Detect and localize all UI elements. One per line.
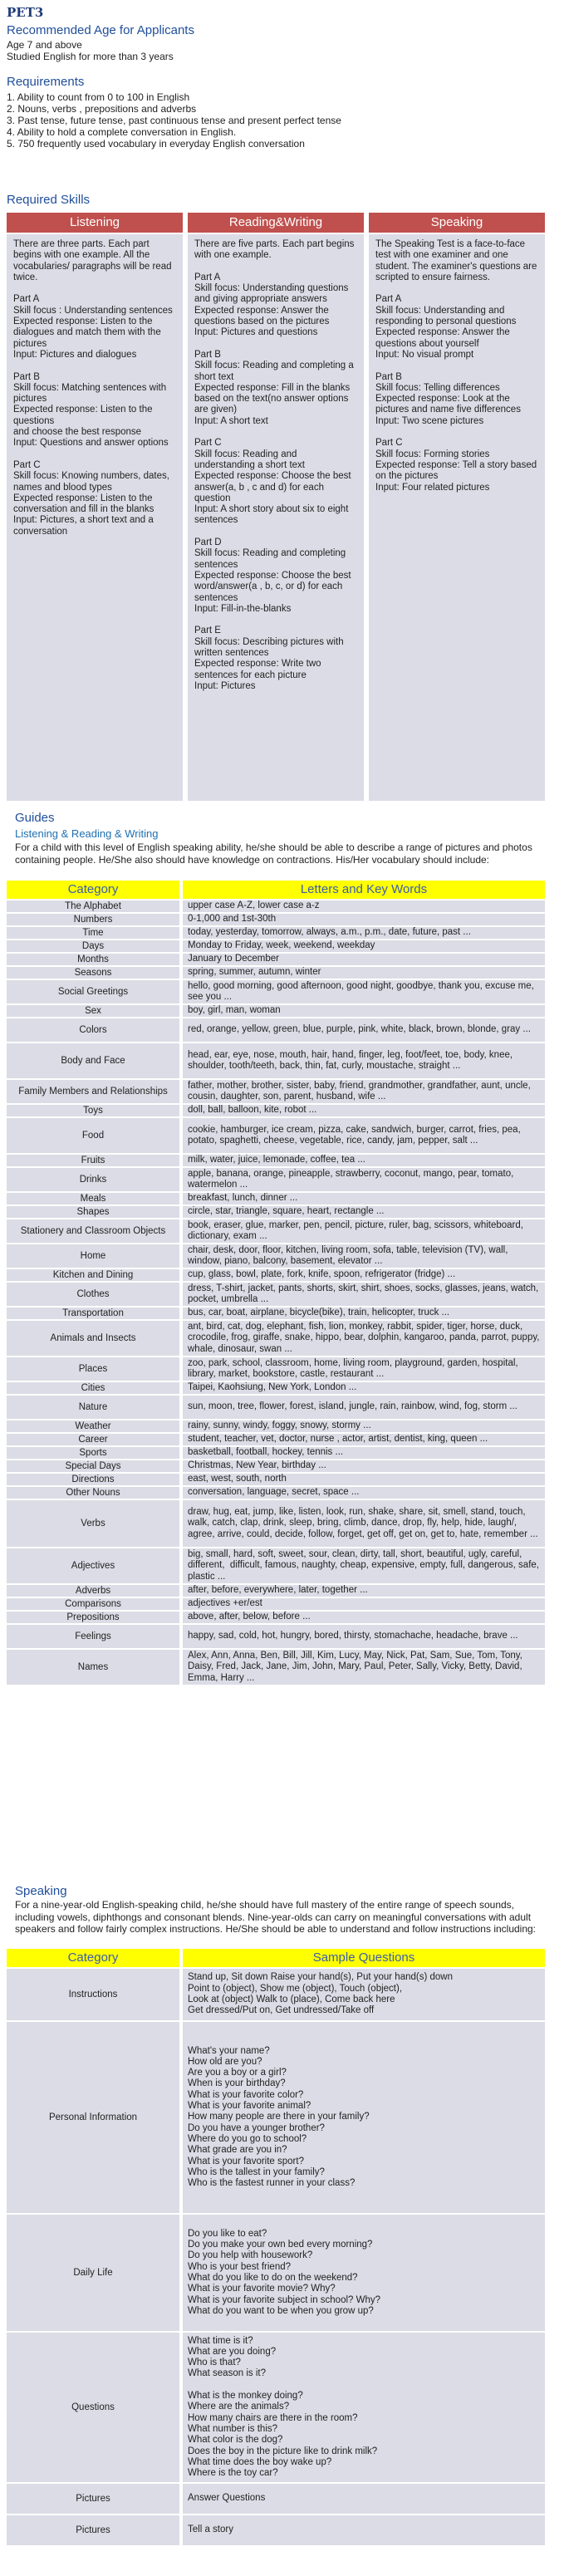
table-row [7,954,545,965]
row-value: What's your name? How old are you? Are you a boy or a girl? When is your birthday? What is your favorite color? What is your favorite animal? How many people are there in your family? Do you have a younger brother? Where do you go to school? What grade are you in? What is your favorite sport? Who is the tallest in your family? Who is the fastest runner in your class? [188,2045,370,2189]
skills-column-header: Reading&Writing [188,213,364,233]
row-category: Instructions [7,1969,179,2020]
table-row [7,1500,545,1547]
age-line: Age 7 and above [7,39,82,51]
row-category: Social Greetings [7,980,179,1003]
table-row [7,1625,545,1648]
row-value: Answer Questions [188,2493,266,2504]
table-row [7,1105,545,1116]
row-category: Names [7,1650,179,1685]
row-value-cell [183,1625,545,1648]
table-row [7,1474,545,1485]
row-value-cell [183,1043,545,1078]
row-value-cell [183,1474,545,1485]
row-value-cell [183,967,545,979]
table-row [7,1650,545,1685]
row-value: happy, sad, cold, hot, hungry, bored, thirsty, stomachache, headache, brave ... [188,1631,518,1641]
row-value: today, yesterday, tomorrow, always, a.m., p.m., date, future, past ... [188,927,471,938]
row-value: hello, good morning, good afternoon, good night, goodbye, thank you, excuse me, see you ... [188,980,537,1002]
row-value-cell [183,1612,545,1623]
row-category: Prepositions [7,1612,179,1623]
row-value-cell [183,1434,545,1445]
row-value-cell [183,927,545,939]
table-row [7,1598,545,1610]
row-category: Pictures [7,2515,179,2545]
row-value-cell [183,2215,545,2331]
table-row [7,940,545,952]
row-value-cell [183,2484,545,2514]
table-row [7,2333,545,2482]
row-value: breakfast, lunch, dinner ... [188,1193,298,1204]
requirement-item: 5. 750 frequently used vocabulary in everyday English conversation [7,138,305,150]
row-value: Do you like to eat? Do you make your own bed every morning? Do you help with housework? Who is your best friend? What do you like to do on the weekend? What is your favorite movie? Why? What is your favorite subject in school? Why? What do you want to be when you grow up? [188,2228,381,2316]
row-category: Personal Information [7,2022,179,2213]
table-row [7,1447,545,1459]
row-value: Alex, Ann, Anna, Ben, Bill, Jill, Kim, Lucy, May, Nick, Pat, Sam, Sue, Tom, Tony, Daisy, Fred, Jack, Jane, Jim, John, Mary, Paul, Peter, Sally, Vicky, Betty, David, Emma, Harry ... [188,1651,526,1683]
skills-column-reading-writing [188,213,364,802]
row-category: Stationery and Classroom Objects [7,1219,179,1243]
row-value: draw, hug, eat, jump, like, listen, look, run, shake, share, sit, smell, stand, touch, walk, catch, clap, drink, sleep, bring, climb, dance, drop, fly, help, hide, laugh/, agree, arrive, could, decide, follow, forget, get off, get on, get to, hate, remember ... [188,1507,538,1539]
row-value: circle, star, triangle, square, heart, rectangle ... [188,1206,385,1217]
row-value-cell [183,2515,545,2545]
row-category: Sports [7,1447,179,1459]
row-value-cell [183,1005,545,1017]
row-value-cell [183,1193,545,1205]
row-category: Months [7,954,179,965]
row-value-cell [183,1308,545,1319]
column-header-words: Letters and Key Words [183,881,545,899]
row-category: Nature [7,1396,179,1419]
row-category: Drinks [7,1168,179,1191]
row-value: cookie, hamburger, ice cream, pizza, cake, sandwich, burger, carrot, fries, pea, potato, spaghetti, cheese, vegetable, rice, candy, jam, pepper, salt ... [188,1124,523,1146]
row-category: Meals [7,1193,179,1205]
row-value: doll, ball, balloon, kite, robot ... [188,1105,317,1116]
age-heading: Recommended Age for Applicants [7,23,194,37]
row-category: Transportation [7,1308,179,1319]
vocabulary-table [7,881,545,1685]
row-value: red, orange, yellow, green, blue, purple, pink, white, black, brown, blonde, gray ... [188,1024,531,1035]
row-value: sun, moon, tree, flower, forest, island, jungle, rain, rainbow, wind, fog, storm ... [188,1401,517,1412]
column-header-category: Category [7,1949,179,1967]
table-row [7,1612,545,1623]
skills-text: There are five parts. Each part begins with one example. Part A Skill focus: Understanding questions and giving appropriate answers Expected response: Answer the questions based on the pictures Input: Pictures and questions Part B Skill focus: Reading and completing a short text Expected response: Fill in the blanks based on the text(no answer options are given) Input: A short text Part C Skill focus: Reading and understanding a short text Expected response: Choose the best answer(a, b , c and d) for each question Input: A short story about six to eight sentences Part D Skill focus: Reading and completing sentences Expected response: Choose the best word/answer(a , b, c, or d) for each sentences Input: Fill-in-the-blanks Part E Skill focus: Describing pictures with written sentences Expected response: Write two sentences for each picture Input: Pictures [194,239,355,691]
row-category: Toys [7,1105,179,1116]
row-value: conversation, language, secret, space ... [188,1487,360,1498]
table-row [7,1585,545,1597]
row-value: What time is it? What are you doing? Who is that? What season is it? What is the monkey doing? Where are the animals? How many chairs are there in the room? What number is this? What color is the dog? Does the boy in the picture like to drink milk? What time does the boy wake up? Where is the toy car? [188,2335,378,2479]
table-row [7,1460,545,1472]
requirement-item: 1. Ability to count from 0 to 100 in English [7,91,190,103]
skills-column-body [7,234,183,801]
page-title: PET3 [7,5,44,20]
row-category: Seasons [7,967,179,979]
row-category: Numbers [7,914,179,925]
row-value: rainy, sunny, windy, foggy, snowy, stormy ... [188,1420,371,1431]
row-value-cell [183,1969,545,2020]
table-row [7,1357,545,1381]
row-value-cell [183,1283,545,1306]
row-value-cell [183,1420,545,1432]
row-value-cell [183,954,545,965]
table-row [7,1321,545,1356]
skills-column-speaking [369,213,545,802]
row-value: bus, car, boat, airplane, bicycle(bike), train, helicopter, truck ... [188,1308,450,1318]
table-row [7,1206,545,1218]
row-value: head, ear, eye, nose, mouth, hair, hand, finger, leg, foot/feet, toe, body, knee, shoulder, tooth/teeth, back, thin, fat, curly, moustache, straight ... [188,1049,516,1071]
table-row [7,1244,545,1268]
table-header [7,1949,545,1967]
row-category: Comparisons [7,1598,179,1610]
row-value: milk, water, juice, lemonade, coffee, tea ... [188,1155,365,1165]
table-row [7,927,545,939]
row-value-cell [183,1269,545,1281]
row-value-cell [183,1080,545,1103]
row-value: ant, bird, cat, dog, elephant, fish, lion, monkey, rabbit, spider, tiger, horse, duck, crocodile, frog, giraffe, snake, hippo, bear, dolphin, kangaroo, panda, parrot, puppy, whale, dinosaur, swan ... [188,1322,542,1354]
skills-table [7,213,545,802]
row-category: Pictures [7,2484,179,2514]
column-header-questions: Sample Questions [183,1949,545,1967]
row-category: Family Members and Relationships [7,1080,179,1103]
row-value: big, small, hard, soft, sweet, sour, clean, dirty, tall, short, beautiful, ugly, careful, different, difficult, famous, naughty, cheap, expensive, empty, full, dangerous, safe, plastic ... [188,1549,542,1582]
row-category: Feelings [7,1625,179,1648]
row-category: Weather [7,1420,179,1432]
row-value-cell [183,1118,545,1153]
speaking-intro: For a nine-year-old English-speaking child, he/she should have full mastery of the entire range of speech sounds, including vowels, diphthongs and consonant blends. Nine-year-olds can carry on meaningful conversations with adult speakers and follow fairly complex instructions. He/She should be able to understand and follow instructions including: [15,1899,537,1935]
row-category: Home [7,1244,179,1268]
requirement-item: 2. Nouns, verbs , prepositions and adverbs [7,103,197,115]
row-value-cell [183,1155,545,1166]
row-category: Food [7,1118,179,1153]
row-category: Career [7,1434,179,1445]
skills-column-header: Speaking [369,213,545,233]
row-value: Taipei, Kaohsiung, New York, London ... [188,1382,357,1393]
row-category: The Alphabet [7,900,179,912]
row-value-cell [183,1598,545,1610]
row-value-cell [183,1460,545,1472]
row-value: Tell a story [188,2524,233,2535]
row-value-cell [183,1650,545,1685]
speaking-table [7,1949,545,2545]
table-row [7,1219,545,1243]
row-value-cell [183,980,545,1003]
table-row [7,1420,545,1432]
row-value: Stand up, Sit down Raise your hand(s), Put your hand(s) down Point to (object), Show me (object), Touch (object), Look at (object) Walk to (place), Come back here Get dressed/Put on, Get undressed/Take off [188,1972,453,2016]
table-row [7,1382,545,1394]
table-row [7,1269,545,1281]
guides-intro: For a child with this level of English speaking ability, he/she should be able to describe a range of pictures and photos containing people. He/She also should have knowledge on contractions. His/Her vocabulary should include: [15,841,532,866]
row-category: Adjectives [7,1548,179,1583]
row-value: upper case A-Z, lower case a-z [188,900,320,911]
row-value-cell [183,1168,545,1191]
row-value-cell [183,940,545,952]
row-value-cell [183,1382,545,1394]
age-line: Studied English for more than 3 years [7,51,174,62]
table-row [7,967,545,979]
guides-heading: Guides [15,811,55,825]
row-value: east, west, south, north [188,1474,287,1484]
row-value: father, mother, brother, sister, baby, friend, grandmother, grandfather, aunt, uncle, cousin, daughter, son, parent, husband, wife ... [188,1080,533,1102]
row-value: zoo, park, school, classroom, home, living room, playground, garden, hospital, library, market, bookstore, castle, restaurant ... [188,1357,521,1379]
row-category: Questions [7,2333,179,2482]
row-value: Monday to Friday, week, weekend, weekday [188,940,375,951]
row-category: Kitchen and Dining [7,1269,179,1281]
row-value: chair, desk, door, floor, kitchen, living room, sofa, table, television (TV), wall, window, piano, balcony, basement, elevator ... [188,1244,511,1266]
skills-column-header: Listening [7,213,183,233]
row-category: Adverbs [7,1585,179,1597]
row-value: boy, girl, man, woman [188,1005,281,1016]
table-row [7,1155,545,1166]
row-value: cup, glass, bowl, plate, fork, knife, spoon, refrigerator (fridge) ... [188,1269,456,1280]
table-row [7,2515,545,2545]
table-row [7,1283,545,1306]
row-value-cell [183,1447,545,1459]
row-value-cell [183,1018,545,1042]
table-row [7,980,545,1003]
row-value-cell [183,1548,545,1583]
row-category: Daily Life [7,2215,179,2331]
row-value: adjectives +er/est [188,1598,262,1609]
row-value-cell [183,2022,545,2213]
table-row [7,1018,545,1042]
row-category: Animals and Insects [7,1321,179,1356]
row-category: Special Days [7,1460,179,1472]
row-category: Fruits [7,1155,179,1166]
row-value: apple, banana, orange, pineapple, strawberry, coconut, mango, pear, tomato, watermelon ... [188,1168,517,1190]
row-value-cell [183,1219,545,1243]
row-value-cell [183,900,545,912]
row-value-cell [183,914,545,925]
speaking-heading: Speaking [15,1884,67,1898]
row-value: above, after, below, before ... [188,1612,311,1622]
row-category: Days [7,940,179,952]
row-value-cell [183,1244,545,1268]
skills-text: The Speaking Test is a face-to-face test with one examiner and one student. The examiner's questions are scripted to ensure fairness. Part A Skill focus: Understanding and responding to personal questions Expected response: Answer the questions about yourself Input: No visual prompt Part B Skill focus: Telling differences Expected response: Look at the pictures and name five differences Input: Two scene pictures Part C Skill focus: Forming stories Expected response: Tell a story based on the pictures Input: Four related pictures [375,239,537,493]
table-row [7,1969,545,2020]
row-value: after, before, everywhere, later, together ... [188,1585,368,1596]
row-value: 0-1,000 and 1st-30th [188,914,277,925]
row-value-cell [183,1487,545,1499]
row-category: Clothes [7,1283,179,1306]
table-row [7,2022,545,2213]
row-category: Verbs [7,1500,179,1547]
requirements-heading: Requirements [7,75,85,89]
table-row [7,900,545,912]
table-row [7,2484,545,2514]
row-value-cell [183,1105,545,1116]
row-category: Places [7,1357,179,1381]
row-value: book, eraser, glue, marker, pen, pencil, picture, ruler, bag, scissors, whiteboard, dictionary, exam ... [188,1219,527,1241]
row-value: January to December [188,954,279,964]
row-value: basketball, football, hockey, tennis ... [188,1447,344,1458]
row-category: Cities [7,1382,179,1394]
row-value: spring, summer, autumn, winter [188,967,321,978]
row-value: student, teacher, vet, doctor, nurse , actor, artist, dentist, king, queen ... [188,1434,488,1445]
table-row [7,1548,545,1583]
row-value: Christmas, New Year, birthday ... [188,1460,326,1471]
row-value: dress, T-shirt, jacket, pants, shorts, skirt, shirt, shoes, socks, glasses, jeans, watch, pocket, umbrella ... [188,1283,542,1304]
table-row [7,1487,545,1499]
row-value-cell [183,2333,545,2482]
row-value-cell [183,1396,545,1419]
row-value-cell [183,1321,545,1356]
skills-column-body [369,234,545,801]
row-value-cell [183,1357,545,1381]
row-category: Time [7,927,179,939]
table-row [7,1193,545,1205]
table-row [7,1005,545,1017]
requirement-item: 4. Ability to hold a complete conversation in English. [7,126,237,138]
row-value-cell [183,1206,545,1218]
row-value-cell [183,1500,545,1547]
table-row [7,1118,545,1153]
table-row [7,1434,545,1445]
skills-heading: Required Skills [7,193,91,207]
requirement-item: 3. Past tense, future tense, past continuous tense and present perfect tense [7,115,341,126]
table-header [7,881,545,899]
row-category: Other Nouns [7,1487,179,1499]
table-row [7,1168,545,1191]
guides-subheading: Listening & Reading & Writing [15,827,159,840]
table-row [7,1080,545,1103]
table-row [7,914,545,925]
table-row [7,1308,545,1319]
table-row [7,1043,545,1078]
row-category: Shapes [7,1206,179,1218]
row-category: Sex [7,1005,179,1017]
row-category: Colors [7,1018,179,1042]
skills-column-body [188,234,364,801]
row-value-cell [183,1585,545,1597]
skills-text: There are three parts. Each part begins with one example. All the vocabularies/ paragraphs will be read twice. Part A Skill focus : Understanding sentences Expected response: Listen to the dialogues and match them with the pictures Input: Pictures and dialogues Part B Skill focus: Matching sentences with pictures Expected response: Listen to the questions and choose the best response Input: Questions and answer options Part C Skill focus: Knowing numbers, dates, names and blood types Expected response: Listen to the conversation and fill in the blanks Input: Pictures, a short text and a conversation [13,239,173,537]
skills-column-listening [7,213,183,802]
column-header-category: Category [7,881,179,899]
table-row [7,1396,545,1419]
row-category: Directions [7,1474,179,1485]
table-row [7,2215,545,2331]
row-category: Body and Face [7,1043,179,1078]
